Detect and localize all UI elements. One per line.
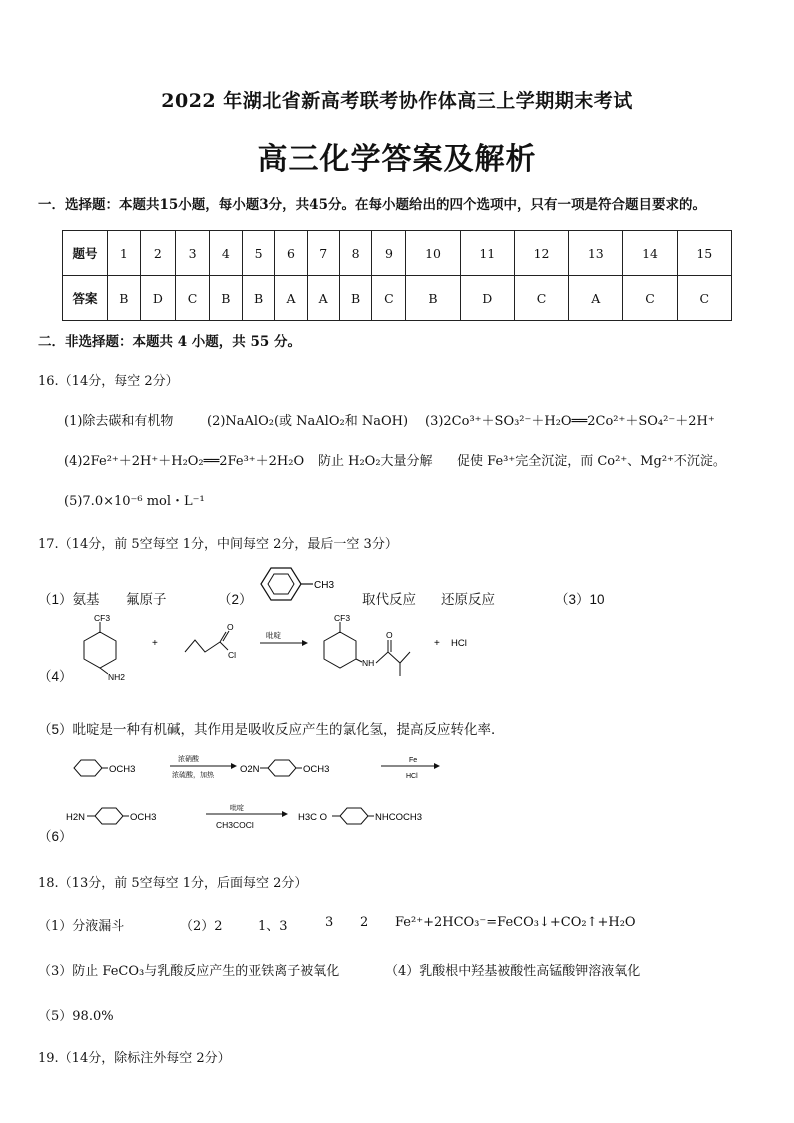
nitration-reagent: 浓硝酸 (178, 756, 199, 763)
q18-heading: 18.（13分，前 5空每空 1分，后面每空 2分） (38, 876, 308, 891)
plus-sign-1: + (152, 638, 158, 649)
q-number: 11 (460, 231, 514, 276)
q-number: 15 (677, 231, 731, 276)
q19-heading: 19.（14分，除标注外每空 2分） (38, 1051, 231, 1066)
answer-cell: B (406, 276, 460, 321)
acetamido-label: NHCOCH3 (375, 812, 422, 823)
section1-heading: 一．选择题：本题共15小题，每小题3分，共45分。在每小题给出的四个选项中，只有一项是符合题目要求的。 (38, 197, 706, 213)
answer-cell: D (140, 276, 175, 321)
methoxy-label-c: OCH3 (130, 812, 157, 823)
methoxy-label-a: OCH3 (109, 764, 136, 775)
exam-title: 2022 年湖北省新高考联考协作体高三上学期期末考试 (161, 90, 633, 112)
q17-answer-3: （3）10 (555, 592, 605, 607)
q16-heading: 16.（14分，每空 2分） (38, 374, 179, 389)
q18-answer-2b: 1、3 (258, 919, 288, 934)
q-number: 3 (176, 231, 210, 276)
q18-answer-equation: Fe²⁺+2HCO₃⁻=FeCO₃↓+CO₂↑+H₂O (395, 915, 636, 930)
q18-answer-2d: 2 (360, 915, 369, 930)
answer-cell: B (242, 276, 275, 321)
methyl-label: CH3 (314, 580, 335, 591)
amino-label: H2N (66, 812, 86, 823)
q16-answer-4c: 促使 Fe³⁺完全沉淀，而 Co²⁺、Mg²⁺不沉淀。 (457, 454, 726, 469)
nitration-catalyst: 浓硫酸，加热 (172, 772, 214, 779)
q-number: 5 (242, 231, 275, 276)
q-number: 7 (307, 231, 339, 276)
q16-answer-2: (2)NaAlO₂(或 NaAlO₂和 NaOH) (207, 414, 409, 429)
acylation-reagent: CH3COCl (216, 820, 254, 830)
answer-cell: A (307, 276, 339, 321)
q-number: 6 (275, 231, 307, 276)
q17-answer-1: （1）氨基 (38, 592, 100, 607)
answer-table (62, 230, 732, 321)
methoxy-label-b: OCH3 (303, 764, 330, 775)
q17-answer-2c: 还原反应 (441, 592, 495, 607)
q16-answer-1: (1)除去碳和有机物 (64, 414, 174, 429)
q18-answer-2: （2）2 (180, 919, 223, 934)
answer-cell: C (372, 276, 406, 321)
answer-cell: A (275, 276, 307, 321)
q-number: 10 (406, 231, 460, 276)
acylation-base: 吡啶 (230, 805, 244, 812)
answer-cell: C (514, 276, 568, 321)
answer-cell: A (569, 276, 623, 321)
q18-answer-4: （4）乳酸根中羟基被酸性高锰酸钾溶液氧化 (385, 964, 641, 979)
synthesis-route-6 (66, 748, 486, 844)
nh2-label: NH2 (108, 672, 126, 682)
q-number: 9 (372, 231, 406, 276)
q18-answer-3: （3）防止 FeCO₃与乳酸反应产生的亚铁离子被氧化 (38, 964, 340, 979)
reduction-acid: HCl (406, 773, 418, 780)
q18-answer-2c: 3 (325, 915, 334, 930)
answer-cell: D (460, 276, 514, 321)
plus-sign-2: + (434, 638, 440, 649)
answer-cell: C (176, 276, 210, 321)
hcl-byproduct: HCl (451, 638, 467, 649)
chlorine-label: Cl (228, 650, 237, 660)
q16-answer-4: (4)2Fe²⁺＋2H⁺＋H₂O₂══2Fe³⁺＋2H₂O (64, 454, 305, 469)
answer-cell: B (210, 276, 243, 321)
q-number: 14 (623, 231, 677, 276)
cf3-label-b: CF3 (334, 613, 351, 623)
row-label-answer: 答案 (63, 276, 108, 321)
answer-cell: C (677, 276, 731, 321)
section2-heading: 二．非选择题：本题共 4 小题，共 55 分。 (38, 334, 301, 350)
pyridine-condition: 吡啶 (266, 631, 281, 640)
q-number: 8 (339, 231, 372, 276)
reaction-scheme-4 (70, 612, 490, 694)
q-number: 12 (514, 231, 568, 276)
reduction-reagent: Fe (409, 757, 418, 764)
q17-answer-2: （2） (218, 592, 253, 607)
page-title: 高三化学答案及解析 (257, 142, 537, 177)
answer-cell: B (339, 276, 372, 321)
q17-answer-2b: 取代反应 (362, 592, 416, 607)
q16-answer-4b: 防止 H₂O₂大量分解 (318, 454, 433, 469)
q17-heading: 17.（14分，前 5空每空 1分，中间每空 2分，最后一空 3分） (38, 537, 398, 552)
q17-answer-6-label: （6） (38, 829, 73, 844)
q17-answer-4-label: （4） (38, 669, 73, 684)
q17-answer-5: （5）吡啶是一种有机碱，其作用是吸收反应产生的氯化氢，提高反应转化率． (38, 722, 505, 737)
row-label-number: 题号 (63, 231, 108, 276)
table-row-answers (63, 276, 732, 321)
methoxy-label-d: H3C O (298, 812, 328, 823)
nh-label: NH (362, 658, 375, 668)
q18-answer-1: （1）分液漏斗 (38, 919, 125, 934)
oxygen-label-1: O (227, 622, 234, 632)
q18-answer-5: （5）98.0% (38, 1009, 114, 1024)
table-row-numbers (63, 231, 732, 276)
q16-answer-5: (5)7.0×10⁻⁶ mol・L⁻¹ (64, 494, 205, 509)
q17-answer-1b: 氟原子 (126, 592, 167, 607)
q-number: 13 (569, 231, 623, 276)
q-number: 4 (210, 231, 243, 276)
toluene-structure (255, 562, 345, 607)
answer-cell: C (623, 276, 677, 321)
nitro-label: O2N (240, 764, 260, 775)
answer-cell: B (108, 276, 141, 321)
cf3-label-a: CF3 (94, 613, 111, 623)
oxygen-label-2: O (386, 630, 393, 640)
q16-answer-3: (3)2Co³⁺＋SO₃²⁻＋H₂O══2Co²⁺＋SO₄²⁻＋2H⁺ (425, 414, 715, 429)
q-number: 1 (108, 231, 141, 276)
q-number: 2 (140, 231, 175, 276)
